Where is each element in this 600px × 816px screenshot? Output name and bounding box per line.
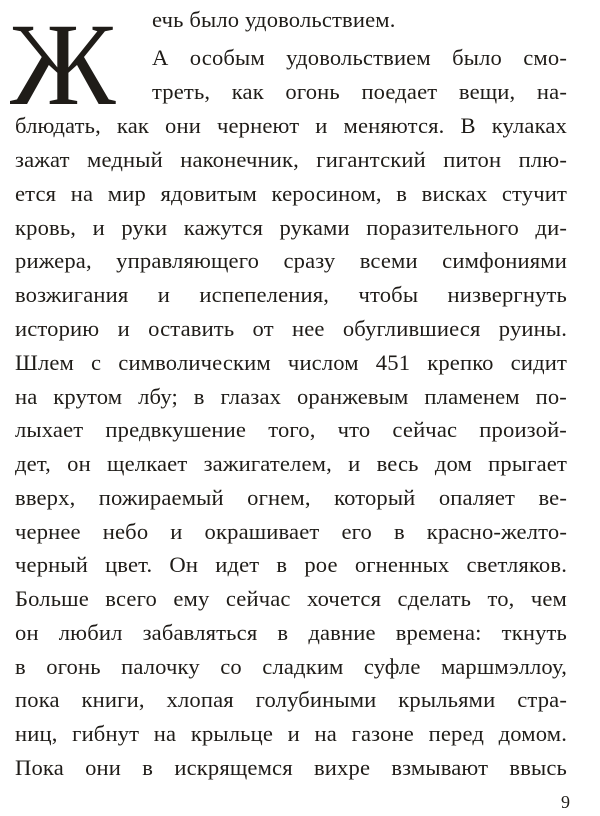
drop-cap: Ж [10,0,114,130]
text-line-16: чернее небо и окрашивает его в красно-желто- [15,519,567,544]
text-line-14: дет, он щелкает зажигателем, и весь дом прыгает [15,451,567,476]
text-line-9: возжигания и испепеления, чтобы низвергнуть [15,282,567,307]
text-line-8: рижера, управляющего сразу всеми симфониями [15,248,567,273]
text-line-13: лыхает предвкушение того, что сейчас произой- [15,417,567,442]
text-line-22: ниц, гибнут на крыльце и на газоне перед домом. [15,721,567,746]
text-line-7: кровь, и руки кажутся руками поразительного ди- [15,215,567,240]
page-number: 9 [561,792,570,812]
text-line-18: Больше всего ему сейчас хочется сделать то, чем [15,586,567,611]
text-line-19: он любил забавляться в давние времена: ткнуть [15,620,567,645]
text-line-5: зажат медный наконечник, гигантский питон плю- [15,147,567,172]
text-line-2: А особым удовольствием было смо- [152,45,567,70]
text-line-23: Пока они в искрящемся вихре взмывают ввысь [15,755,567,780]
text-line-3: треть, как огонь поедает вещи, на- [152,79,567,104]
text-line-1: ечь было удовольствием. [152,7,396,32]
text-line-10: историю и оставить от нее обуглившиеся руины. [15,316,567,341]
text-line-4: блюдать, как они чернеют и меняются. В кулаках [15,113,567,138]
text-line-11: Шлем с символическим числом 451 крепко сидит [15,350,567,375]
text-line-12: на крутом лбу; в глазах оранжевым пламенем по- [15,384,567,409]
text-line-15: вверх, пожираемый огнем, который опаляет ве- [15,485,567,510]
text-line-21: пока книги, хлопая голубиными крыльями стра- [15,687,567,712]
text-line-20: в огонь палочку со сладким суфле маршмэллоу, [15,654,567,679]
text-line-6: ется на мир ядовитым керосином, в висках стучит [15,181,567,206]
text-line-17: черный цвет. Он идет в рое огненных светляков. [15,552,567,577]
